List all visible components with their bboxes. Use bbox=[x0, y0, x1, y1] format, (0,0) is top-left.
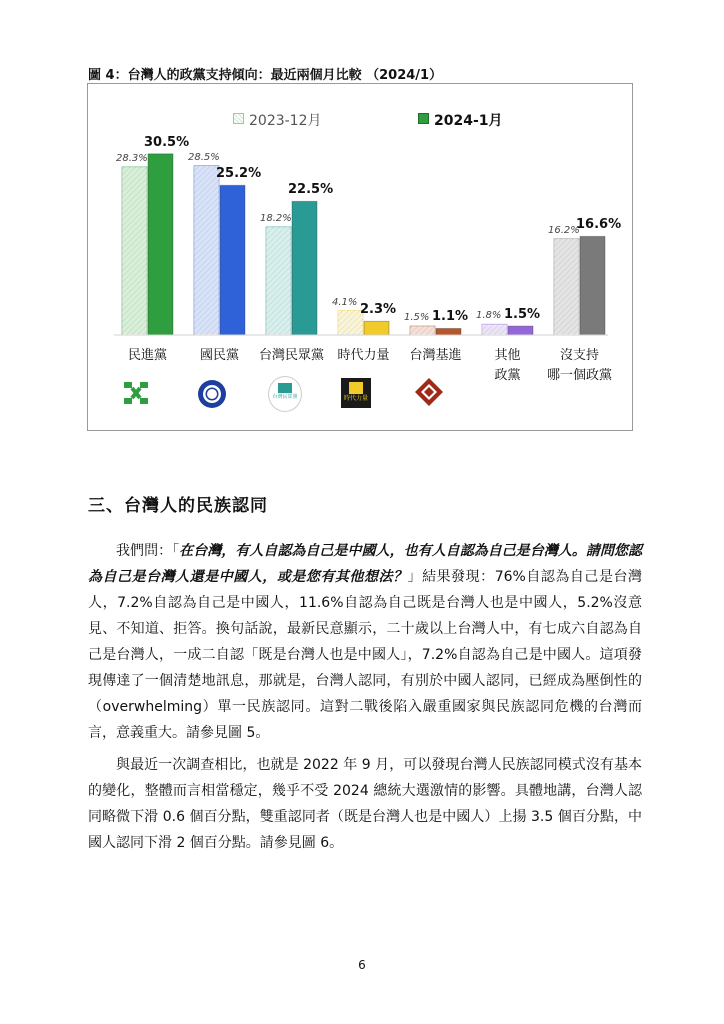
category-label-line: 國民黨 bbox=[199, 348, 239, 363]
section-title: 三、台灣人的民族認同 bbox=[88, 496, 268, 516]
category-label-line: 沒支持 bbox=[559, 348, 599, 363]
bar-2024-1-5 bbox=[508, 326, 533, 335]
bar-tint-2023-12-6 bbox=[555, 240, 578, 334]
category-label-0 bbox=[108, 346, 188, 366]
data-label-2023-12-0: 28.3% bbox=[116, 152, 148, 164]
category-label-line: 台灣基進 bbox=[409, 348, 462, 363]
legend-label-2024-1: 2024-1月 bbox=[434, 113, 503, 129]
kmt-logo-icon bbox=[197, 379, 227, 409]
bar-tint-2023-12-1 bbox=[195, 167, 218, 334]
category-label-3 bbox=[324, 346, 404, 366]
tpp-logo-icon bbox=[268, 376, 302, 412]
data-label-2024-1-3: 2.3% bbox=[360, 302, 397, 318]
data-label-2023-12-1: 28.5% bbox=[188, 151, 220, 163]
figure-caption: 圖 4：台灣人的政黨支持傾向：最近兩個月比較 （2024/1） bbox=[88, 68, 443, 83]
paragraph-lead: 我們問：「 bbox=[116, 543, 180, 559]
category-label-4 bbox=[396, 346, 476, 366]
bar-tint-2023-12-5 bbox=[483, 325, 506, 334]
data-label-2024-1-2: 22.5% bbox=[288, 182, 334, 198]
paragraph-identity bbox=[88, 538, 642, 746]
bar-2024-1-0 bbox=[148, 154, 173, 335]
data-label-2024-1-6: 16.6% bbox=[576, 217, 622, 233]
paragraph-body-2: 與最近一次調查相比，也就是 2022 年 9 月，可以發現台灣人民族認同模式沒有基本的變化，整體而言相當穩定，幾乎不受 2024 總統大選激情的影響。具體地講，台灣人認同略微下滑 0.6 個百分點，雙重認同者（既是台灣人也是中國人）上揚 3.5 個百分點，中國人認同下滑 2 個百分點。請參見圖 6。 bbox=[88, 757, 642, 851]
category-label-line: 時代力量 bbox=[337, 348, 390, 363]
data-label-2023-12-6: 16.2% bbox=[548, 224, 580, 236]
category-label-2 bbox=[252, 346, 332, 366]
category-label-line: 民進黨 bbox=[127, 348, 167, 363]
bar-tint-2023-12-4 bbox=[411, 327, 434, 334]
data-label-2024-1-1: 25.2% bbox=[216, 166, 262, 182]
bar-2024-1-6 bbox=[580, 236, 605, 335]
data-label-2023-12-5: 1.8% bbox=[476, 310, 502, 322]
bar-2024-1-2 bbox=[292, 201, 317, 335]
data-label-2024-1-5: 1.5% bbox=[504, 307, 541, 323]
data-label-2024-1-0: 30.5% bbox=[144, 134, 190, 150]
npp-logo-icon bbox=[341, 378, 371, 408]
paragraph-comparison bbox=[88, 752, 642, 856]
data-label-2023-12-3: 4.1% bbox=[332, 296, 358, 308]
data-label-2023-12-4: 1.5% bbox=[404, 312, 430, 324]
category-label-line: 哪一個政黨 bbox=[546, 368, 612, 383]
bar-tint-2023-12-0 bbox=[123, 168, 146, 334]
bar-2024-1-3 bbox=[364, 321, 389, 335]
category-label-line: 政黨 bbox=[494, 368, 521, 383]
data-label-2023-12-2: 18.2% bbox=[260, 212, 292, 224]
category-label-line: 台灣民眾黨 bbox=[258, 348, 324, 363]
bar-tint-2023-12-3 bbox=[339, 312, 362, 334]
data-label-2024-1-4: 1.1% bbox=[432, 309, 469, 325]
category-label-5 bbox=[468, 346, 548, 386]
category-label-6 bbox=[540, 346, 620, 386]
category-label-line: 其他 bbox=[494, 348, 521, 363]
dpp-logo-icon bbox=[122, 380, 150, 406]
tsp-logo-icon bbox=[414, 377, 444, 407]
survey-question: 在台灣，有人自認為自己是中國人，也有人自認為自己是台灣人。請問您認為自己是台灣人還是中國人，或是您有其他想法？ bbox=[88, 543, 643, 585]
category-label-1 bbox=[180, 346, 260, 366]
bar-2024-1-4 bbox=[436, 328, 461, 335]
paragraph-body: 」結果發現：76%自認為自己是台灣人，7.2%自認為自己是中國人，11.6%自認為自己既是台灣人也是中國人，5.2%沒意見、不知道、拒答。換句話說，最新民意顯示，二十歲以上台灣人中，有七成六自認為自己是台灣人，一成二自認「既是台灣人也是中國人」，7.2%自認為自己是中國人。這項發現傳達了一個清楚地訊息，那就是，台灣人認同，有別於中國人認同，已經成為壓倒性的（overwhelming）單一民族認同。這對二戰後陷入嚴重國家與民族認同危機的台灣而言，意義重大。請參見圖 5。 bbox=[88, 569, 643, 741]
npp-logo-text: 時代力量 bbox=[343, 395, 368, 402]
chart-container bbox=[87, 83, 633, 431]
page-number: 6 bbox=[358, 958, 366, 972]
tpp-logo-text: 台灣民眾黨 bbox=[272, 394, 298, 400]
bar-2024-1-1 bbox=[220, 185, 245, 335]
legend-label-2023-12: 2023-12月 bbox=[249, 113, 322, 129]
bar-tint-2023-12-2 bbox=[267, 228, 290, 334]
